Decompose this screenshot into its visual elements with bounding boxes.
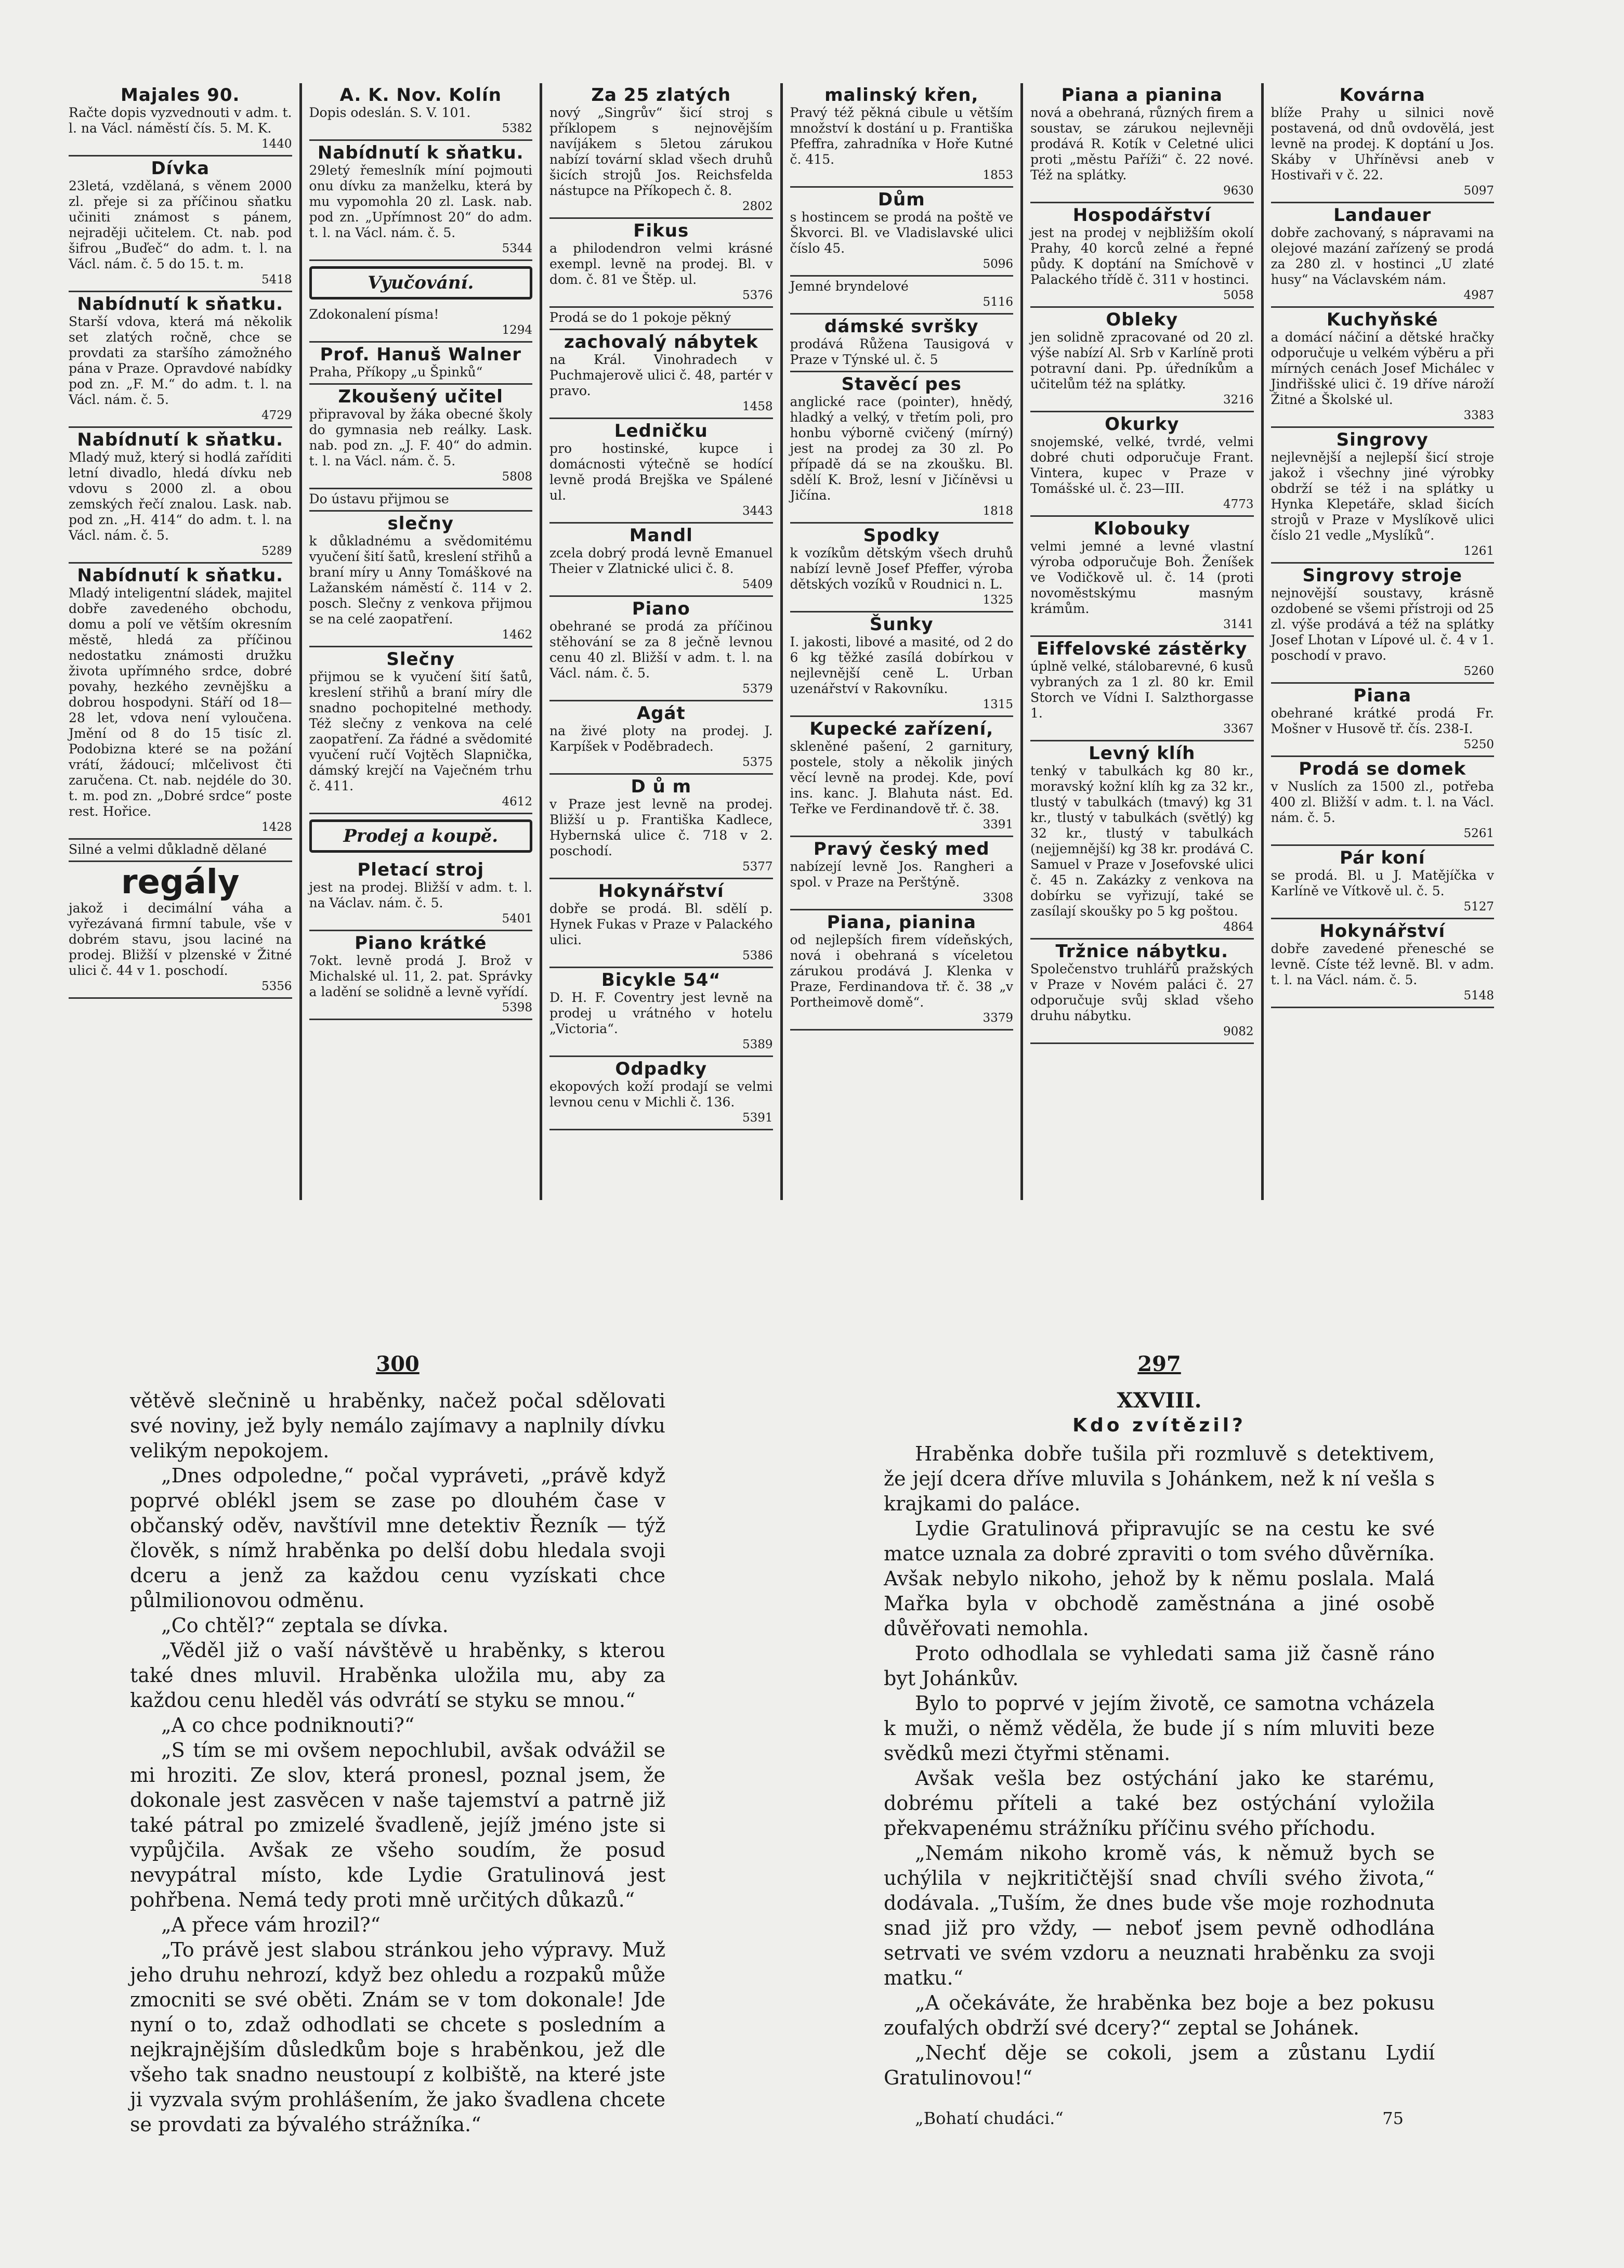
ad-heading: Hokynářství (598, 881, 724, 902)
ad-heading: Dívka (151, 158, 210, 179)
classified-ad (69, 157, 292, 292)
ad-heading: Singrovy (1336, 429, 1429, 450)
ad-text: tenký v tabulkách kg 80 kr., moravský kožní klíh kg za 32 kr., tlustý v tabulkách (tmavý) kg 31 kr., tlustý v tabulkách (světlý) kg 32 kr., tlustý v tabulkách (nejjemnější) kg 38 kr. prodává C. Samuel v Praze v Josefovské ulici č. 45 n. Zakázky z venkova na dobírku se vyřizují, také se zasílají skoušky po 5 kg poštou. (1030, 763, 1254, 919)
classified-ad (549, 775, 773, 879)
right-page (884, 1352, 1435, 2131)
paragraph: „Dnes odpoledne,“ počal vypráveti, „právě když poprvé oblékl jsem se zase po dlouhém čase v občanský oděv, navštívil mne detektiv Řezník — týž člověk, s nímž hraběnka po delší dobu hledala svoji dceru a jenž za každou cenu vyzískati chce půlmilionovou odměnu. (130, 1464, 665, 1612)
ad-text: Mladý muž, který si hodlá zaříditi letní divadlo, hledá dívku neb vdovu s 2000 zl. a obou zemských řečí znalou. Lask. nab. pod zn. „H. 414“ do adm. t. l. na Václ. nám. č. 5. (69, 450, 292, 543)
classified-ad (549, 524, 773, 597)
ad-heading: Pár koní (1340, 848, 1425, 868)
ad-text: jen solidně zpracované od 20 zl. výše nabízí Al. Srb v Karlíně proti potravní dani. Pp. úředníkům a učitelům též na splátky. (1030, 330, 1254, 392)
ad-code: 5148 (1463, 989, 1494, 1002)
classified-ad (790, 612, 1014, 717)
ad-code: 1294 (502, 323, 532, 337)
classified-ad (549, 968, 773, 1057)
paragraph: „To právě jest slabou stránkou jeho výpravy. Muž jeho druhu nehrozí, když bez ohledu a rozpaků může zmocniti se své oběti. Znám se v tom dokonale! Jde nyní o to, zdaž odhodlati se chcete s posledním a nejkrajnějším důsledkům boje s hraběnkou, jež dle všeho tak snadno neustoupí z kolbiště, na které jste ji vyzvala svým prohlášením, že jako švadlena chcete se provdati za bývalého strážníka.“ (130, 1938, 665, 2136)
classified-ad (309, 647, 533, 814)
classified-ad (309, 385, 533, 489)
ad-text: velmi jemné a levné vlastní výroba odporučuje Boh. Ženíšek ve Vodičkově ul. č. 14 (proti novoměstskýmu masným krámům. (1030, 539, 1254, 616)
ad-column-4 (783, 83, 1024, 1200)
classified-ad (549, 879, 773, 968)
ad-code: 2802 (742, 200, 773, 213)
ad-code: 4729 (261, 409, 292, 422)
classified-ad (549, 330, 773, 419)
ad-heading: Prof. Hanuš Walner (320, 344, 522, 365)
ad-text: Silné a velmi důkladně dělané (69, 842, 267, 857)
classified-ad (69, 564, 292, 840)
paragraph: Avšak vešla bez ostýchání jako ke starému, dobrému příteli a také bez ostýchání vyložila překvapenému strážníku příčinu svého příchodu. (884, 1767, 1435, 1840)
ad-text: na živé ploty na prodej. J. Karpíšek v Poděbradech. (549, 723, 773, 754)
classified-ad (309, 489, 533, 512)
classified-ad (1271, 308, 1495, 428)
ad-text: připravoval by žáka obecné školy do gymnasia neb reálky. Lask. nab. pod zn. „J. F. 40“ do admin. t. l. na Václ. nám. č. 5. (309, 407, 532, 468)
ad-text: D. H. F. Coventry jest levně na prodej u vrátného v hotelu „Victoria“. (549, 990, 773, 1036)
ad-heading: Agát (636, 703, 686, 724)
classified-ad (1271, 203, 1495, 308)
ad-code: 3216 (1223, 393, 1254, 407)
ad-code: 3383 (1463, 409, 1494, 422)
ad-text: Praha, Příkopy „u Špinků“ (309, 364, 483, 380)
ad-heading: Nabídnutí k sňatku. (77, 565, 284, 586)
ad-heading: Levný klíh (1089, 743, 1196, 764)
ad-heading: Obleky (1106, 309, 1178, 330)
classified-ad (309, 83, 533, 141)
section-banner: Prodej a koupě. (309, 819, 533, 853)
section-banner: Vyučování. (309, 266, 533, 299)
ad-heading: slečny (387, 513, 454, 534)
ad-text: se prodá. Bl. u J. Matějíčka v Karlíně ve Vítkově ul. č. 5. (1271, 868, 1494, 898)
ad-text: k důkladnému a svědomitému vyučení šití šatů, kreslení střihů a braní míry u Anny Tomáškové na Lažanském náměstí č. 114 v 2. posch. Slečny z venkova přijmou se na celé zaopatření. (309, 533, 532, 627)
ad-code: 5356 (261, 980, 292, 993)
ad-heading: Nabídnutí k sňatku. (77, 294, 284, 315)
ad-text: dobře zachovaný, s nápravami na olejové mazání zařízený se prodá za 280 zl. v hostinci „U zlaté husy“ na Václavském nám. (1271, 225, 1494, 287)
ad-text: od nejlepších firem vídeňských, nová i obehraná s víceletou zárukou prodává J. Klenka v Praze, Ferdinandova tř. č. 38 „v Portheimově domě“. (790, 932, 1013, 1010)
classified-ad (69, 862, 292, 999)
ad-code: 5808 (502, 470, 532, 484)
classified-ad (549, 701, 773, 775)
ad-text: obehrané krátké prodá Fr. Mošner v Husově tř. čís. 238-I. (1271, 706, 1494, 736)
ad-heading: Piano (632, 598, 690, 619)
ad-text: v Praze jest levně na prodej. Bližší u p. Františka Kadlece, Hybernská ulice č. 718 v 2. poschodí. (549, 797, 773, 858)
ad-heading: zachovalý nábytek (564, 332, 758, 353)
ad-text: Starší vdova, která má několik set zlatých ročně, chce se provdati za staršího zámožného pána v Praze. Opravdové nabídky pod zn. „F. M.“ do adm. t. l. na Václ. nám. č. 5. (69, 314, 292, 407)
page-number: 297 (1137, 1352, 1181, 1376)
ad-heading: Mandl (629, 525, 693, 546)
ad-text: k vozíkům dětským všech druhů nabízí levně Josef Pfeffer, výroba dětských vozíků v Roudnici n. L. (790, 545, 1013, 592)
classified-ad (790, 277, 1014, 315)
ad-heading: Pravý český med (813, 839, 990, 859)
classified-ad (790, 717, 1014, 837)
left-page (130, 1352, 665, 2137)
ad-heading: Fikus (633, 220, 689, 241)
ad-text: obehrané se prodá za příčinou stěhování se za 8 ječně levnou cenu 40 zl. Bližší v adm. t. l. na Václ. nám. č. 5. (549, 619, 773, 681)
ad-heading: Piana (1353, 685, 1412, 706)
ad-column-1 (61, 83, 302, 1200)
paragraph: Bylo to poprvé v jejím životě, ce samotna vcházela k muži, o němž věděla, že bude jí s ním mluviti beze svědků mezi čtyřmi stěnami. (884, 1692, 1435, 1765)
ad-text: blíže Prahy u silnici nově postavená, od dnů ovdovělá, jest levně na prodej. K doptání u Jos. Skáby v Uhříněvsi aneb v Hostivaři v č. 22. (1271, 105, 1494, 183)
ad-text: nová a obehraná, různých firem a soustav, se zárukou nejlevněji prodává R. Kotík v Celetné ulici proti „městu Paříži“ č. 22 nové. Též na splátky. (1030, 105, 1254, 183)
classified-ad (1030, 308, 1254, 412)
ad-heading: Kuchyňské (1326, 309, 1438, 330)
classified-ad (549, 308, 773, 330)
ad-text: a philodendron velmi krásné exempl. levně na prodej. Bl. v dom. č. 81 ve Štěp. ul. (549, 241, 773, 287)
ad-heading: Odpadky (615, 1059, 708, 1079)
ad-code: 1853 (983, 168, 1013, 182)
paragraph: „Nemám nikoho kromě vás, k němuž bych se uchýlila v nejkritičtější snad chvíli svého života,“ dodávala. „Tuším, že dnes bude vše moje rozhodnuta snad již pro vždy, — neboť jsem pevně odhodlána setrvati ve svém vzdoru a neuznati hraběnku za svoji matku.“ (884, 1842, 1435, 1989)
ad-code: 5379 (742, 682, 773, 696)
ad-text: dobře zavedené přenesché se levně. Císte též levně. Bl. v adm. t. l. na Václ. nám. č. 5. (1271, 941, 1494, 987)
ad-heading: Šunky (869, 614, 934, 635)
ad-heading: Hospodářství (1072, 205, 1211, 226)
ad-code: 5401 (502, 912, 532, 926)
ad-code: 3391 (983, 818, 1013, 831)
classified-ad (790, 372, 1014, 524)
ad-heading: regály (121, 863, 240, 902)
ad-code: 3379 (983, 1011, 1013, 1025)
ad-code: 5375 (742, 755, 773, 769)
ad-code: 3308 (983, 891, 1013, 905)
ad-code: 5409 (742, 578, 773, 591)
ad-text: dobře se prodá. Bl. sdělí p. Hynek Fukas v Praze v Palackého ulici. (549, 901, 773, 947)
classified-ad (1271, 919, 1495, 1008)
ad-code: 5127 (1463, 900, 1494, 914)
ad-text: Společenstvo truhlářů pražských v Praze v Novém paláci č. 27 odporučuje svůj sklad všeho druhu nábytku. (1030, 961, 1254, 1023)
classified-ad (1030, 203, 1254, 308)
ad-column-3 (542, 83, 783, 1200)
classified-ad (1030, 517, 1254, 637)
ad-heading: Nabídnutí k sňatku. (77, 429, 284, 450)
classified-ad (309, 931, 533, 1020)
ad-heading: Singrovy stroje (1302, 565, 1462, 586)
classified-ad (549, 219, 773, 308)
ad-text: 29letý řemeslník míní pojmouti onu dívku za manželku, která by mu vypomohla 20 zl. Lask. nab. pod zn. „Upřímnost 20“ do adm. t. l. na Václ. nám. č. 5. (309, 163, 532, 240)
ad-text: Jemné bryndelové (790, 279, 909, 294)
ad-heading: Piana, pianina (827, 912, 976, 933)
classified-ad (69, 83, 292, 157)
ad-code: 9630 (1223, 184, 1254, 198)
chapter-title: Kdo zvítězil? (1072, 1415, 1246, 1436)
paragraph: Lydie Gratulinová připravujíc se na cestu ke své matce uznala za dobré zpraviti o tom svého důvěrníka. Avšak nebylo nikoho, jehož by k němu poslala. Malá Mařka byla v obchodě zaměstnána a jiné osobě důvěřovati nemohla. (884, 1517, 1435, 1640)
chapter-number: XXVIII. (1117, 1388, 1202, 1413)
ad-heading: Klobouky (1093, 518, 1190, 539)
ad-code: 5376 (742, 289, 773, 302)
ad-heading: Bicykle 54“ (601, 970, 721, 990)
ad-text: úplně velké, stálobarevné, 6 kusů vybraných za 1 zl. 80 kr. Emil Storch ve Vídni I. Salzthorgasse 1. (1030, 659, 1254, 721)
classified-ad (790, 315, 1014, 372)
ad-code: 5377 (742, 860, 773, 874)
ad-text: 7okt. levně prodá J. Brož v Michalské ul. 11, 2. pat. Správky a ladění se solidně a levně vyřídí. (309, 953, 532, 999)
ad-heading: Nabídnutí k sňatku. (317, 142, 524, 163)
ad-code: 1462 (502, 628, 532, 642)
ad-text: nejnovější soustavy, krásně ozdobené se všemi přístroji od 25 zl. výše prodává a též na splátky Josef Lhotan v Lípové ul. č. 4 v 1. poschodí v pravo. (1271, 585, 1494, 663)
paragraph: „Nechť děje se cokoli, jsem a zůstanu Lydií Gratulinovou!“ (884, 2041, 1435, 2089)
ad-code: 3141 (1223, 618, 1254, 631)
ad-text: na Král. Vinohradech v Puchmajerově ulici č. 48, partér v pravo. (549, 352, 773, 398)
ad-heading: Slečny (386, 649, 455, 670)
paragraph: větěvě slečnině u hraběnky, načež počal sdělovati své noviny, jež byly nemálo zajímavy a naplnily dívku velikým nepokojem. (130, 1389, 665, 1462)
ad-code: 5398 (502, 1001, 532, 1014)
ad-heading: Hokynářství (1319, 921, 1446, 942)
ad-text: přijmou se k vyučení šití šatů, kreslení střihů a braní míry dle snadno pochopitelné methody. Též slečny z venkova na celé zaopatření. Za řádné a svědomité vyučení ručí Vojtěch Slapnička, dámský krejčí na Vaječném trhu č. 411. (309, 669, 532, 793)
ad-text: jest na prodej. Bližší v adm. t. l. na Václav. nám. č. 5. (309, 880, 532, 910)
classified-ad (790, 524, 1014, 612)
ad-code: 1261 (1463, 544, 1494, 558)
ad-text: Račte dopis vyzvednouti v adm. t. l. na Václ. náměstí čís. 5. M. K. (69, 105, 292, 136)
ad-heading: Spodky (863, 525, 940, 546)
classified-ad (549, 419, 773, 524)
ad-text: Zdokonalení písma! (309, 307, 439, 322)
ad-code: 1315 (983, 698, 1013, 711)
classified-ads (61, 83, 1501, 1200)
ad-code: 5250 (1463, 738, 1494, 751)
ad-code: 1818 (983, 504, 1013, 518)
ad-text: 23letá, vzdělaná, s věnem 2000 zl. přeje si za příčinou sňatku učiniti známost s pánem, nejraději učitelem. Ct. nab. pod šifrou „Buďeč“ do adm. t. l. na Václ. nám. č. 5 do 15. t. m. (69, 178, 292, 271)
ad-text: ekopových koží prodají se velmi levnou cenu v Michli č. 136. (549, 1079, 773, 1110)
classified-ad (69, 292, 292, 428)
ad-code: 5418 (261, 273, 292, 286)
ad-text: Pravý též pěkná cibule u větším množství k dostání u p. Františka Pfeffra, zahradníka v Hoře Kutné č. 415. (790, 105, 1013, 167)
ad-text: a domácí náčiní a dětské hračky odporučuje u velkém výběru a při mírných cenách Josef Michálec v Jindřišské ulici č. 19 dříve nároží Žitné a Školské ul. (1271, 330, 1494, 407)
classified-ad (1030, 83, 1254, 203)
footer-title: „Bohatí chudáci.“ (915, 2108, 1064, 2128)
ad-column-5 (1023, 83, 1264, 1200)
classified-ad (549, 597, 773, 701)
classified-ad (69, 428, 292, 564)
ad-text: prodává Růžena Tausigová v Praze v Týnské ul. č. 5 (790, 336, 1013, 367)
ad-heading: Za 25 zlatých (591, 85, 731, 106)
ad-code: 5289 (261, 544, 292, 558)
ad-heading: Eiffelovské zástěrky (1037, 638, 1248, 659)
page-number: 300 (376, 1352, 420, 1376)
ad-code: 5386 (742, 949, 773, 962)
paragraph: Proto odhodlala se vyhledati sama již časně ráno byt Johánkův. (884, 1642, 1435, 1690)
ad-code: 5389 (742, 1038, 773, 1051)
ad-heading: Dům (878, 189, 925, 210)
ad-text: nový „Singrův“ šicí stroj s příklopem s nejnovějším navíjákem s 5letou zárukou nabízí tovární sklad všech druhů šicích strojů Jos. Reichsfelda nástupce na Příkopech č. 8. (549, 105, 773, 198)
ad-heading: Kupecké zařízení, (809, 719, 994, 739)
classified-ad (790, 83, 1014, 188)
ad-heading: Landauer (1333, 205, 1432, 226)
classified-ad (309, 141, 533, 261)
ad-code: 1440 (261, 137, 292, 151)
classified-ad (790, 910, 1014, 1031)
ad-text: skleněné pašení, 2 garnitury, postele, stoly a několik jiných věcí levně na prodej. Kde, poví ins. kanc. J. Blahuta nást. Ed. Teřke ve Ferdinandově tř. č. 38. (790, 739, 1013, 816)
ad-heading: Ledničku (614, 421, 708, 441)
classified-ad (549, 1057, 773, 1130)
paragraph: Hraběnka dobře tušila při rozmluvě s detektivem, že její dcera dříve mluvila s Johánkem, než k ní vešla s krajkami do paláce. (884, 1442, 1435, 1515)
classified-ad (1271, 83, 1495, 203)
classified-ad (1271, 564, 1495, 684)
classified-ad (1030, 940, 1254, 1044)
ad-code: 5096 (983, 257, 1013, 271)
ad-text: pro hostinské, kupce i domácnosti výtečně se hodící levně prodá Brejška ve Spálené ul. (549, 441, 773, 503)
ad-text: nejlevnější a nejlepší šicí stroje jakož i všechny jiné výrobky obdrží se též i na splátky u Hynka Klepetáře, sklad šicích strojů v Praze v Myslíkově ulici číslo 21 vedle „Myslíků“. (1271, 450, 1494, 543)
ad-text: zcela dobrý prodá levně Emanuel Theier v Zlatnické ulici č. 8. (549, 545, 773, 576)
ad-heading: Zkoušený učitel (338, 386, 503, 407)
paragraph: „A očekáváte, že hraběnka bez boje a bez pokusu zoufalých obdrží své dcery?“ zeptal se Johánek. (884, 1991, 1435, 2039)
ad-heading: Okurky (1105, 414, 1180, 435)
ad-heading: Prodá se domek (1299, 759, 1466, 779)
ad-code: 4864 (1223, 920, 1254, 934)
ad-text: jakož i decimální váha a vyřezávaná firmní tabule, vše v dobrém stavu, jsou laciné na prodej. Bližší v plzenské v Žitné ulici č. 44 v 1. poschodí. (69, 901, 292, 978)
classified-ad (1271, 684, 1495, 757)
ad-code: 5097 (1463, 184, 1494, 198)
ad-code: 3367 (1223, 722, 1254, 736)
sheet-number: 75 (1382, 2108, 1404, 2128)
ad-code: 5391 (742, 1111, 773, 1125)
ad-text: Mladý inteligentní sládek, majitel dobře zavedeného obchodu, domu a polí ve větším okresním městě, hledá za příčinou nedostatku známosti družku života upřímného srdce, dobré povahy, hezkého zevnějšku a dobrou hospodyni. Stáří od 18—28 let, vdova není vyloučena. Jmění od 8 do 15 tisíc zl. Podobizna které se na požání vrátí, žádoucí; mlčelivost čti zaručena. Ct. nab. nejdéle do 30. t. m. pod zn. „Dobré srdce“ poste rest. Hořice. (69, 585, 292, 819)
ad-column-2 (302, 83, 543, 1200)
ad-heading: Piano krátké (355, 933, 487, 954)
ad-heading: A. K. Nov. Kolín (339, 85, 502, 106)
classified-ad (69, 840, 292, 862)
ad-text: Do ústavu přijmou se (309, 491, 449, 506)
ad-code: 3443 (742, 504, 773, 518)
classified-ad (1030, 637, 1254, 741)
ad-text: s hostincem se prodá na poště ve Škvorci. Bl. ve Vladislavské ulici číslo 45. (790, 210, 1013, 256)
ad-heading: Stavěcí pes (841, 374, 962, 395)
ad-heading: malinský křen, (824, 85, 979, 106)
classified-ad (1271, 757, 1495, 846)
ad-text: nabízejí levně Jos. Rangheri a spol. v Praze na Perštýně. (790, 859, 1013, 890)
paragraph: „Věděl již o vaší návštěvě u hraběnky, s kterou také dnes mluvil. Hraběnka uložila mu, aby za každou cenu hleděl vás odvrátí se styku se mnou.“ (130, 1639, 665, 1712)
classified-ad (309, 305, 533, 343)
classified-ad (309, 858, 533, 931)
ad-text: anglické race (pointer), hnědý, hladký a velký, v třetím poli, pro honbu výborně cvičený (mírný) jest na prodej za 30 zl. Po případě dá se na zkoušku. Bl. sdělí K. Brož, lesní v Jičíněvsi u Jičína. (790, 394, 1013, 503)
ad-code: 4612 (502, 795, 532, 809)
classified-ad (790, 837, 1014, 910)
ad-code: 4773 (1223, 498, 1254, 511)
ad-code: 5261 (1463, 827, 1494, 840)
ad-heading: Tržnice nábytku. (1055, 941, 1229, 962)
classified-ad (309, 343, 533, 385)
page-footer (884, 2106, 1435, 2131)
ad-text: Prodá se do 1 pokoje pěkný (549, 310, 731, 325)
paragraph: „A co chce podniknouti?“ (161, 1714, 415, 1737)
classified-ad (1271, 846, 1495, 919)
ad-code: 5260 (1463, 664, 1494, 678)
ad-heading: D ů m (631, 776, 692, 797)
ad-code: 5344 (502, 242, 532, 255)
ad-code: 5058 (1223, 289, 1254, 302)
ad-text: snojemské, velké, tvrdé, velmi dobré chuti odporučuje Frant. Vintera, kupec v Praze v Tomášské ul. č. 23—III. (1030, 434, 1254, 496)
classified-ad (790, 188, 1014, 277)
left-page-text (130, 1388, 665, 2137)
classified-ad (549, 83, 773, 219)
ad-code: 1428 (261, 820, 292, 834)
ad-heading: Majales 90. (121, 85, 240, 106)
ad-code: 9082 (1223, 1025, 1254, 1038)
classified-ad (1030, 741, 1254, 940)
ad-heading: Piana a pianina (1061, 85, 1223, 106)
ad-code: 1458 (742, 400, 773, 413)
ad-code: 1325 (983, 593, 1013, 607)
ad-text: I. jakosti, libové a masité, od 2 do 6 kg těžké zasílá dobírkou v nejlevnější ceně L. Urban uzenářství v Rakovníku. (790, 634, 1013, 696)
ad-code: 5382 (502, 122, 532, 135)
classified-ad (1271, 428, 1495, 564)
paragraph: „Co chtěl?“ zeptala se dívka. (161, 1614, 449, 1637)
classified-ad (1030, 412, 1254, 517)
ad-text: v Nuslích za 1500 zl., potřeba 400 zl. Bližší v adm. t. l. na Václ. nám. č. 5. (1271, 779, 1494, 825)
right-page-text (884, 1441, 1435, 2090)
ad-column-6 (1264, 83, 1502, 1200)
ad-heading: Kovárna (1339, 85, 1425, 106)
paragraph: „S tím se mi ovšem nepochlubil, avšak odvážil se mi hroziti. Ze slov, která pronesl, poznal jsem, že dokonale jest zasvěcen v naše tajemství a patrně již také pátral po zmizelé švadleně, jejíž jméno jste si vypůjčila. Avšak ze všeho soudím, že posud nevypátral místo, kde Lydie Gratulinová jest pohřbena. Nemá tedy proti mně určitých důkazů.“ (130, 1739, 665, 1911)
ad-heading: dámské svršky (824, 316, 979, 337)
ad-code: 5116 (983, 295, 1013, 309)
ad-text: jest na prodej v nejbližším okolí Prahy, 40 korců zelné a řepné půdy. K doptání na Smíchově v Palackého třídě č. 311 v hostinci. (1030, 225, 1254, 287)
ad-code: 4987 (1463, 289, 1494, 302)
ad-heading: Pletací stroj (357, 859, 484, 880)
ad-text: Dopis odeslán. S. V. 101. (309, 105, 471, 120)
paragraph: „A přece vám hrozil?“ (161, 1913, 381, 1936)
classified-ad (309, 512, 533, 647)
